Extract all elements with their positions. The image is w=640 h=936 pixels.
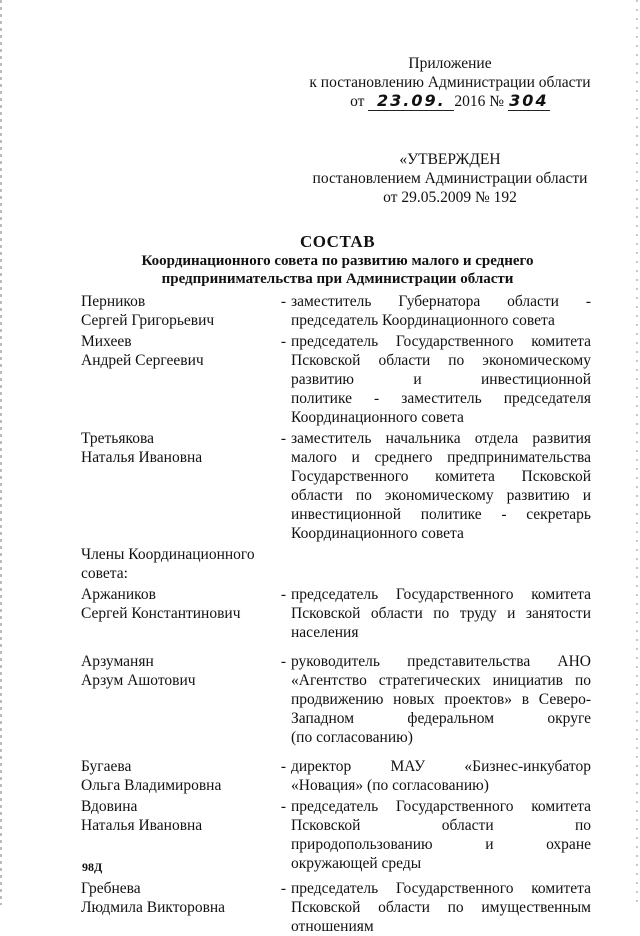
- member-name: Бугаева Ольга Владимировна: [81, 758, 222, 794]
- member-role: директор МАУ «Бизнес-инкубатор «Новация» (по согласованию): [291, 758, 591, 794]
- member-name: Перников Сергей Григорьевич: [81, 293, 215, 329]
- approval-stamp-text: [300, 150, 600, 207]
- member-name: Вдовина Наталья Ивановна: [81, 798, 203, 834]
- member-row: [81, 879, 591, 936]
- council-composition: [81, 292, 591, 936]
- member-name: Михеев Андрей Сергеевич: [81, 333, 204, 369]
- handwritten-date: 23.09.: [376, 91, 446, 110]
- title-subtitle-line1: Координационного совета по развитию малого и среднего: [141, 253, 534, 269]
- title-main: СОСТАВ: [299, 232, 376, 251]
- handwritten-number: 304: [509, 91, 549, 110]
- member-role: председатель Государственного комитета Псковской области по природопользованию и охране окружающей среды: [291, 798, 591, 872]
- approved-heading: «УТВЕРЖДЕН: [399, 151, 501, 168]
- title-subtitle-line2: предпринимательства при Администрации области: [161, 271, 514, 287]
- appendix-title: Приложение: [408, 55, 492, 72]
- number-sign: №: [489, 93, 504, 110]
- dash: -: [280, 293, 287, 310]
- appendix-header: [300, 54, 600, 111]
- member-row: [81, 292, 591, 330]
- dash: -: [280, 798, 287, 815]
- scan-edge-left: [0, 0, 2, 905]
- member-row: [81, 757, 591, 795]
- member-role: председатель Государственного комитета Псковской области по труду и занятости населения: [291, 586, 591, 641]
- member-row: [81, 585, 591, 642]
- date-year: 2016: [454, 93, 486, 110]
- document-code: 98Д: [82, 860, 103, 874]
- dash: -: [280, 430, 287, 447]
- member-row: [81, 429, 591, 543]
- dash: -: [280, 653, 287, 670]
- dash: -: [280, 586, 287, 603]
- date-prefix: от: [350, 93, 365, 110]
- appendix-reference: к постановлению Администрации области: [309, 74, 591, 91]
- member-name: Гребнева Людмила Викторовна: [81, 880, 226, 916]
- approved-date: от 29.05.2009 № 192: [383, 189, 517, 206]
- member-row: [81, 332, 591, 427]
- scan-edge-right: [636, 0, 638, 905]
- member-role: заместитель Губернатора области - председатель Координационного совета: [291, 293, 591, 329]
- member-name: Аржаников Сергей Константинович: [81, 586, 241, 622]
- dash: -: [280, 333, 287, 350]
- approved-by: постановлением Администрации области: [312, 170, 588, 187]
- member-role: председатель Государственного комитета Псковской области по имущественным отношениям: [291, 880, 591, 935]
- member-role: руководитель представительства АНО «Агентство стратегических инициатив по продвижению новых проектов» в Северо- Западном федеральном округе (по согласованию): [291, 653, 591, 746]
- member-row: [81, 797, 591, 873]
- document-title: [80, 232, 595, 288]
- dash: -: [280, 880, 287, 897]
- member-role: заместитель начальника отдела развития малого и среднего предпринимательства Государственного комитета Псковской области по экономическому развитию и инвестиционной политике - секретарь Координационного совета: [291, 430, 591, 542]
- member-name: Арзуманян Арзум Ашотович: [81, 653, 196, 689]
- members-section-label: Члены Координационного совета:: [81, 546, 255, 582]
- dash: -: [280, 758, 287, 775]
- member-name: Третьякова Наталья Ивановна: [81, 430, 203, 466]
- member-row: [81, 652, 591, 747]
- member-role: председатель Государственного комитета Псковской области по экономическому развитию и инвестиционной политике - заместитель председателя Координационного совета: [291, 333, 591, 426]
- appendix-date-line: [300, 92, 600, 111]
